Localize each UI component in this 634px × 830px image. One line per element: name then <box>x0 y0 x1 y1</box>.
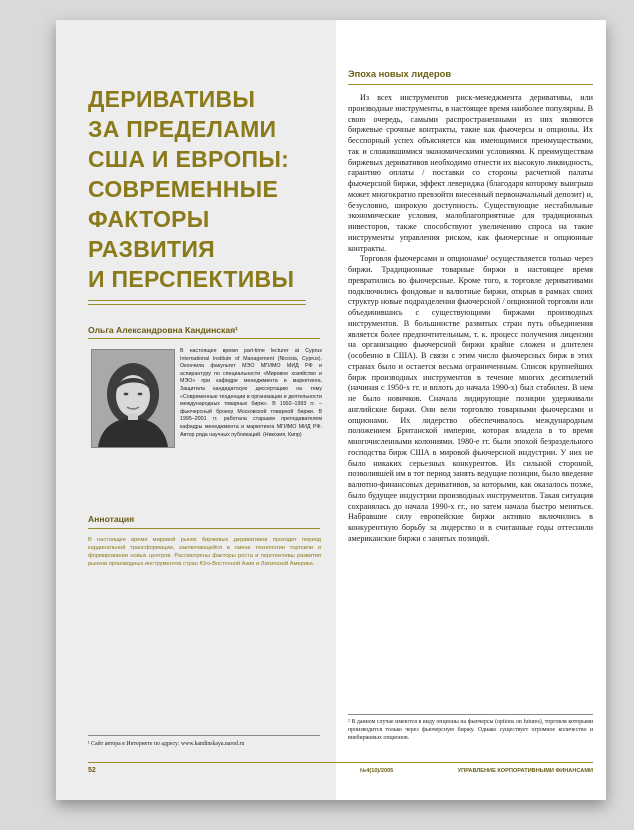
issue-number: №4(10)/2005 <box>360 768 394 774</box>
body-paragraph: Торговля фьючерсами и опционами² осуществляется только через биржи. Традиционные товарные биржи в настоящее время превратились во фьючерсные. Кроме того, к торговле деривативами подключились фондовые и валютные биржи, открыв в рамках своих структур новые подразделения фьючерсной / опционной торговли или объединившись с существующими биржами производных инструментов. В большинстве развитых стран путь объединения является более предпочтительным, т. к. процесс получения лицензии на организацию фьючерсной биржи крайне сложен и длителен (особенно в США). В связи с этим число фьючерсных бирж в этих странах было и остается весьма ограниченным. Список крупнейших бирж производных инструментов в течение многих десятилетий (начиная с 1950-х гг. и вплоть до начала 1990-х) был стабилен. В нем не было новичков. Сначала лидирующие позиции удерживали английские биржи. Они вели торговлю товарными фьючерсами и опционами. Их лидерство обеспечивалось международным положением Британской империи, которая владела в то время многочисленными колониями. 1980-е гг. были эпохой безраздельного господства бирж США в мировой фьючерсной индустрии. У них не было никаких серьезных конкурентов. Их сильной стороной, позволившей им в тот период занять ведущие позиции, было введение валютно-финансовых деривативов, за которыми, как оказалось позже, было будущее индустрии производных инструментов. Такая ситуация сохранялась до начала 1990-х гг., но затем начала быстро меняться. Набравшие силу европейские биржи активно включились в конкурентную борьбу за лидерство и в считанные годы оттеснили американские биржи с занятых позиций. <box>348 254 593 543</box>
annotation-divider <box>88 528 320 529</box>
footnote-left: ¹ Сайт автора в Интернете по адресу: www.kandinskaya.narod.ru <box>88 741 245 747</box>
journal-name: УПРАВЛЕНИЕ КОРПОРАТИВНЫМИ ФИНАНСАМИ <box>457 768 593 774</box>
author-photo <box>91 349 175 448</box>
portrait-image <box>92 350 174 447</box>
footer-divider <box>88 762 593 763</box>
section-heading: Эпоха новых лидеров <box>348 69 452 79</box>
article-body <box>348 93 593 545</box>
author-name: Ольга Александровна Кандинская¹ <box>88 325 239 335</box>
left-panel <box>56 20 336 800</box>
title-divider <box>88 300 306 305</box>
annotation-heading: Аннотация <box>88 514 135 524</box>
annotation-text: В настоящее время мировой рынок биржевых деривативов проходит период кардинальной трансформации, заключающейся в смене технологии торговли и формировании новых центров. Рассмотрены факторы роста и перспективы развития рынков производных инструментов стран Юго-Восточной Азии и Латинской Америки. <box>88 537 321 568</box>
footnote-divider-right <box>348 714 593 715</box>
page-number: 52 <box>88 767 96 774</box>
author-divider <box>88 338 320 339</box>
footnote-right: ² В данном случае имеются в виду опционы на фьючерсы (options on futures), торговля которыми производится только через фьючерсную биржу. Однако существует огромное количество и внебиржевых опционов. <box>348 719 593 741</box>
footnote-divider-left <box>88 735 320 736</box>
page <box>56 20 606 800</box>
author-bio: В настоящее время part-time lecturer at Cyprus International Institute of Management (Nicosia, Cyprus). Окончила факультет МЭО МГИМО МИД РФ и аспирантуру по специальности «Мировое хозяйство и МЭО» при кафедре менеджмента и маркетинга. Защитила кандидатскую диссертацию на тему «Современные тенденции в организации и деятельности международных товарных бирж». В 1992–1993 гг. – фьючерсный брокер Московской товарной биржи. В 1995–2001 гг. работала старшим преподавателем кафедры менеджмента и маркетинга МГИМО МИД РФ. Автор ряда научных публикаций. (Никозия, Кипр) <box>180 348 322 438</box>
article-title: ДЕРИВАТИВЫ ЗА ПРЕДЕЛАМИ США И ЕВРОПЫ: СОВРЕМЕННЫЕ ФАКТОРЫ РАЗВИТИЯ И ПЕРСПЕКТИВЫ <box>88 86 295 292</box>
section-divider <box>348 84 593 85</box>
body-paragraph: Из всех инструментов риск-менеджмента деривативы, или производные инструменты, в настоящее время наиболее популярны. В свою очередь, самыми распространенными из них являются биржевые срочные контракты, такие как фьючерсы и опционы. Их бесспорный успех объясняется как имеющимися преимуществами, так и сложившимися экономическими условиями. К преимуществам биржевых деривативов необходимо отнести их высокую ликвидность, гарантию оплаты / поставки со стороны расчетной палаты фьючерсной биржи, эффект левериджа (благодаря которому выигрыш может многократно превзойти внесенный первоначальный депозит) и, безусловно, широкую доступность. Существующие нестабильные экономические условия, малоблагоприятные для традиционных инвесторов, также способствуют увеличению спроса на такие инструменты управления риском, как фьючерсные и опционные контракты. <box>348 93 593 253</box>
